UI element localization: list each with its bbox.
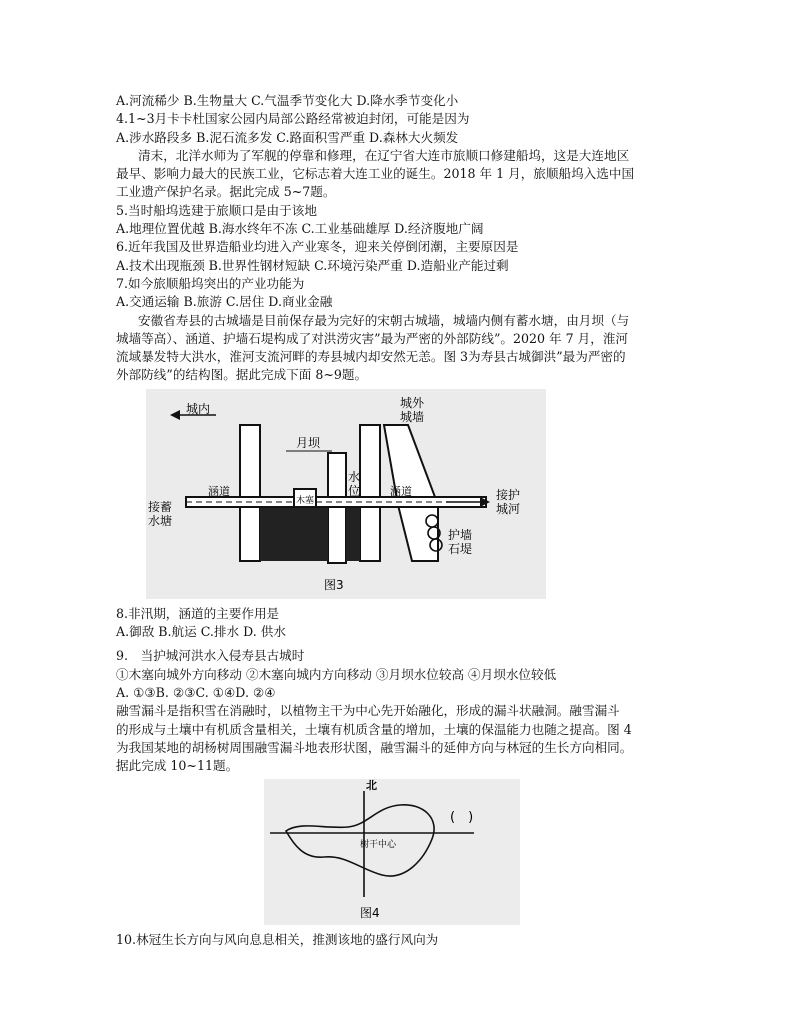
- label-outside-2: 城墙: [400, 409, 425, 424]
- passage-shouxian-4: 外部防线”的结构图。据此完成下面 8~9题。: [116, 367, 368, 383]
- figure-4-svg: [264, 779, 520, 925]
- water-chamber-left: [260, 507, 328, 561]
- passage-snow-3: 为我国某地的胡杨树周围融雪漏斗地表形状图，融雪漏斗的延伸方向与林冠的生长方向相同。: [116, 739, 633, 755]
- q4-options: A.涉水路段多 B.泥石流多发 C.路面积雪严重 D.森林大火频发: [116, 129, 459, 145]
- label-left-end-1: 接蓄: [148, 499, 173, 514]
- figure-3-caption: 图3: [324, 577, 344, 592]
- q7-stem: 7.如今旅顺船坞突出的产业功能为: [116, 275, 305, 291]
- passage-snow-1: 融雪漏斗是指积雪在消融时，以植物主干为中心先开始融化，形成的漏斗状融洞。融雪漏斗: [116, 703, 620, 719]
- answer-bracket: ( ): [450, 810, 474, 826]
- label-culvert-left: 涵道: [208, 484, 230, 498]
- passage-lushun-1: 清末，北洋水师为了军舰的停靠和修理，在辽宁省大连市旅顺口修建船坞，这是大连地区: [138, 147, 630, 163]
- label-yueba: 月坝: [296, 435, 321, 450]
- passage-shouxian-2: 城墙等高）、涵道、护墙石堤构成了对洪涝灾害”最为严密的外部防线”。2020 年 7 月，淮河: [116, 330, 629, 346]
- q7-options: A.交通运输 B.旅游 C.居住 D.商业金融: [116, 294, 333, 310]
- passage-lushun-2: 最早、影响力最大的民族工业，它标志着大连工业的诞生。2018 年 1 月，旅顺船坞入选中国: [116, 166, 635, 182]
- passage-lushun-3: 工业遗产保护名录。据此完成 5~7题。: [116, 184, 336, 200]
- q6-stem: 6.近年我国及世界造船业均进入产业寒冬，迎来关停倒闭潮，主要原因是: [116, 239, 519, 255]
- q3-options: A.河流稀少 B.生物量大 C.气温季节变化大 D.降水季节变化小: [116, 93, 459, 108]
- label-water-2: 位: [348, 483, 361, 498]
- north-label: 北: [366, 779, 377, 793]
- middle-wall: [360, 425, 380, 561]
- label-right-end-1: 接护: [496, 487, 521, 502]
- label-outside-1: 城外: [400, 395, 425, 410]
- q8-stem: 8.非汛期，涵道的主要作用是: [116, 605, 280, 621]
- passage-snow-2: 的形成与土壤中有机质含量相关，土壤有机质含量的增加，土壤的保温能力也随之提高。图 4: [116, 721, 632, 737]
- passage-shouxian-3: 流域暴发特大洪水，淮河支流河畔的寿县城内却安然无恙。图 3为寿县古城御洪”最为严密的: [116, 349, 626, 365]
- label-stone-1: 护墙: [448, 527, 473, 542]
- q9-options: A. ①③B. ②③C. ①④D. ②④: [116, 684, 276, 700]
- label-water-1: 水: [348, 469, 361, 484]
- q5-options: A.地理位置优越 B.海水终年不冻 C.工业基础雄厚 D.经济腹地广阔: [116, 221, 484, 237]
- q10-stem: 10.林冠生长方向与风向息息相关，推测该地的盛行风向为: [116, 932, 439, 948]
- label-plug: 木塞: [296, 495, 315, 506]
- trunk-center-label: 树干中心: [360, 840, 397, 851]
- exam-page: [116, 92, 686, 950]
- q4-stem: 4.1~3月卡卡杜国家公园内局部公路经常被迫封闭，可能是因为: [116, 111, 470, 127]
- inner-wall: [240, 425, 260, 561]
- q5-stem: 5.当时船坞选建于旅顺口是由于该地: [116, 202, 317, 218]
- label-inside: 城内: [186, 401, 211, 416]
- q9-stem: 9. 当护城河洪水入侵寿县古城时: [116, 648, 305, 664]
- figure-3-city-wall-diagram: [146, 389, 546, 599]
- passage-shouxian-1: 安徽省寿县的古城墙是目前保存最为完好的宋朝古城墙，城墙内侧有蓄水塘，由月坝（与: [138, 312, 630, 328]
- label-stone-2: 石堤: [448, 541, 473, 556]
- q8-options: A.御敌 B.航运 C.排水 D. 供水: [116, 624, 286, 640]
- figure-4-caption: 图4: [360, 906, 380, 921]
- label-culvert-right: 涵道: [390, 484, 412, 498]
- q6-options: A.技术出现瓶颈 B.世界性钢材短缺 C.环境污染严重 D.造船业产能过剩: [116, 257, 509, 273]
- water-chamber-right: [346, 507, 360, 561]
- label-right-end-2: 城河: [496, 501, 521, 516]
- arrow-left-icon: [170, 410, 180, 420]
- q9-statements: ①木塞向城外方向移动 ②木塞向城内方向移动 ③月坝水位较高 ④月坝水位较低: [116, 666, 557, 682]
- figure-3-svg: [146, 389, 546, 599]
- passage-snow-4: 据此完成 10~11题。: [116, 758, 239, 774]
- label-left-end-2: 水塘: [148, 513, 173, 528]
- figure-4-snow-funnel: [264, 779, 520, 925]
